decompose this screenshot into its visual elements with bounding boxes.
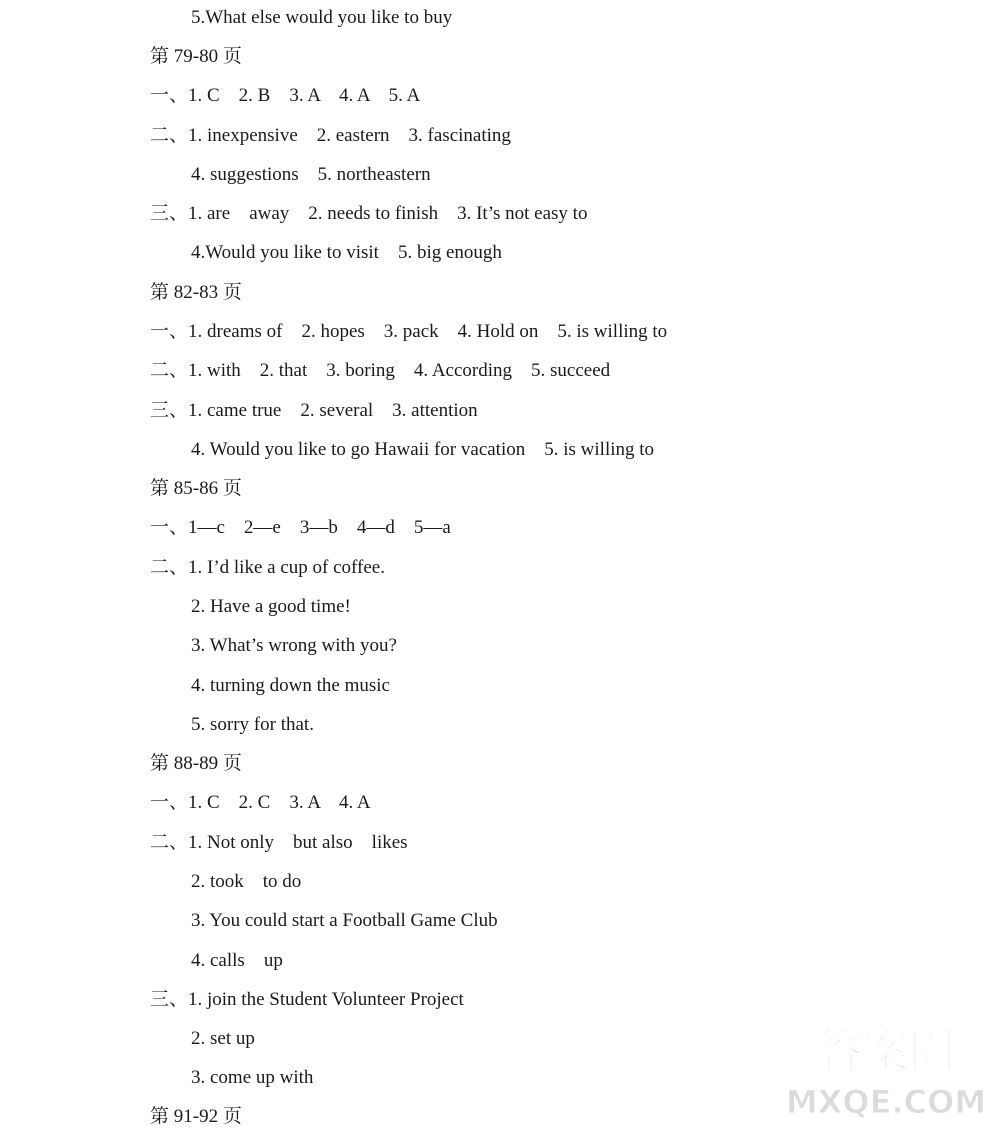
answer-line: 4. Would you like to go Hawaii for vacation 5. is willing to: [191, 439, 655, 460]
answer-line: 一、1. C 2. C 3. A 4. A: [150, 792, 371, 813]
watermark-logo: [786, 1005, 986, 1125]
answer-line: 二、1. I’d like a cup of coffee.: [150, 557, 385, 578]
answer-line: 二、1. inexpensive 2. eastern 3. fascinating: [150, 125, 511, 146]
answer-line: 一、1—c 2—e 3—b 4—d 5—a: [150, 517, 451, 538]
answer-line: 3. come up with: [191, 1067, 314, 1088]
answer-line: 4. turning down the music: [191, 675, 390, 696]
answer-line: 2. Have a good time!: [191, 596, 351, 617]
answer-line: 3. What’s wrong with you?: [191, 635, 397, 656]
page-range-heading: 第 85-86 页: [150, 478, 242, 499]
answer-line: 4. calls up: [191, 950, 283, 971]
answer-line: 二、1. Not only but also likes: [150, 832, 408, 853]
answer-line: 三、1. are away 2. needs to finish 3. It’s not easy to: [150, 203, 588, 224]
answer-line: 5.What else would you like to buy: [191, 7, 453, 28]
answer-line: 一、1. C 2. B 3. A 4. A 5. A: [150, 85, 421, 106]
answer-line: 4. suggestions 5. northeastern: [191, 164, 431, 185]
page-range-heading: 第 88-89 页: [150, 753, 242, 774]
page-range-heading: 第 82-83 页: [150, 282, 242, 303]
answer-line: 5. sorry for that.: [191, 714, 314, 735]
watermark-bottom-text: MXQE.COM: [786, 1083, 986, 1121]
answer-line: 2. took to do: [191, 871, 302, 892]
answer-line: 二、1. with 2. that 3. boring 4. According 5. succeed: [150, 360, 611, 381]
answer-line: 三、1. join the Student Volunteer Project: [150, 989, 464, 1010]
answer-line: 一、1. dreams of 2. hopes 3. pack 4. Hold on 5. is willing to: [150, 321, 668, 342]
answer-line: 3. You could start a Football Game Club: [191, 910, 498, 931]
page-range-heading: 第 91-92 页: [150, 1106, 242, 1127]
answer-line: 三、1. came true 2. several 3. attention: [150, 400, 478, 421]
watermark-top-text: 答案圈: [817, 1024, 955, 1078]
answer-line: 2. set up: [191, 1028, 255, 1049]
page-range-heading: 第 79-80 页: [150, 46, 242, 67]
answer-line: 4.Would you like to visit 5. big enough: [191, 242, 502, 263]
